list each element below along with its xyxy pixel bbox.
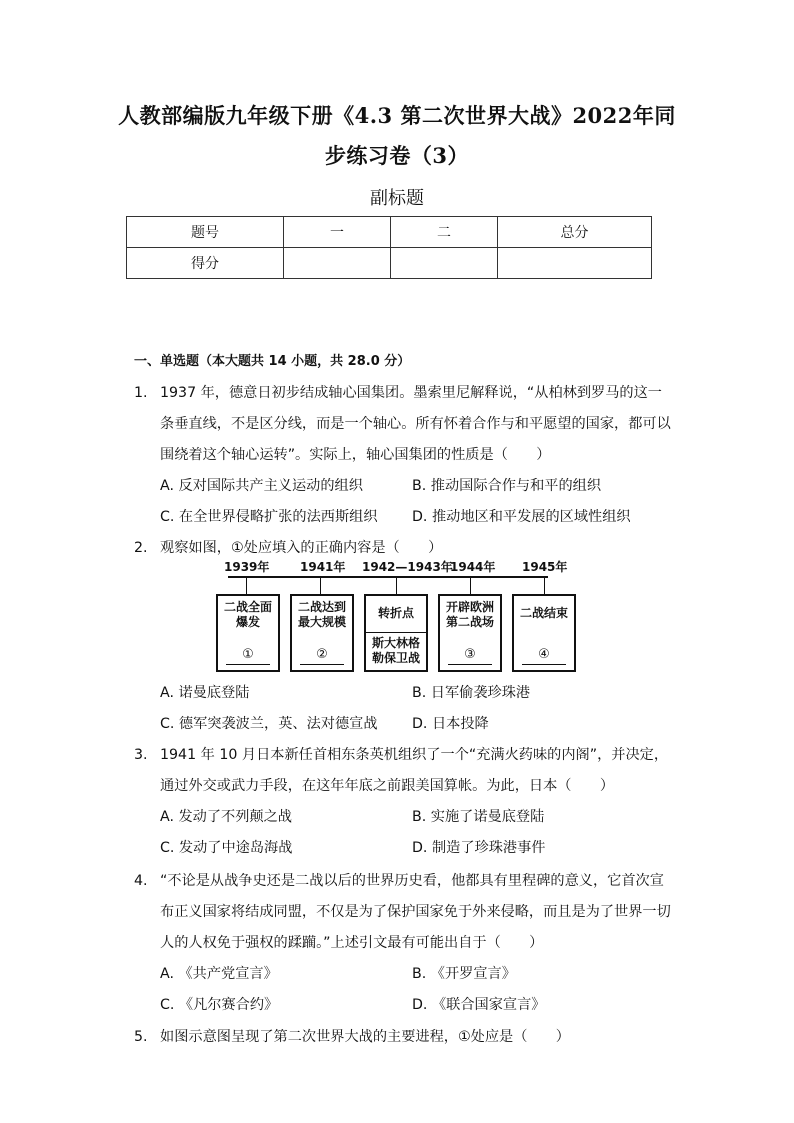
score-cell[interactable]	[391, 248, 498, 279]
blank-mark: ①	[226, 646, 270, 665]
score-header-cell: 一	[284, 217, 391, 248]
question-4-options	[160, 959, 680, 1021]
option-b[interactable]: B. 推动国际合作与和平的组织	[412, 478, 602, 494]
question-text	[160, 378, 674, 471]
score-header-cell: 总分	[498, 217, 652, 248]
timeline-year: 1941年	[300, 560, 346, 574]
timeline-box-5	[512, 594, 576, 672]
score-table	[126, 216, 652, 279]
score-cell[interactable]	[284, 248, 391, 279]
box-sublabel: 斯大林格 勒保卫战	[371, 636, 420, 665]
blank-mark: ②	[300, 646, 344, 665]
timeline-tick	[246, 576, 247, 594]
question-1	[134, 378, 674, 471]
timeline-tick	[320, 576, 321, 594]
question-line: “不论是从战争史还是二战以后的世界历史看，他都具有里程碑的意义，它首次宣	[160, 873, 664, 889]
timeline-tick	[544, 576, 545, 594]
option-a[interactable]: A. 诺曼底登陆	[160, 685, 250, 701]
option-b[interactable]: B. 日军偷袭珍珠港	[412, 685, 531, 701]
option-c[interactable]: C. 发动了中途岛海战	[160, 840, 293, 856]
box-label: 二战达到 最大规模	[297, 600, 346, 629]
question-text	[160, 866, 674, 959]
timeline-year: 1942—1943年	[362, 560, 453, 574]
option-b[interactable]: B. 《开罗宣言》	[412, 966, 516, 982]
box-label: 转折点	[377, 606, 414, 620]
timeline-tick	[470, 576, 471, 594]
question-number: 1.	[134, 385, 148, 401]
option-d[interactable]: D. 制造了珍珠港事件	[412, 840, 546, 856]
timeline-box-1	[216, 594, 280, 672]
timeline-box-3	[364, 594, 428, 672]
question-3	[134, 740, 674, 802]
question-text	[160, 1022, 674, 1053]
timeline-box-2	[290, 594, 354, 672]
question-line: 通过外交或武力手段，在这年年底之前跟美国算帐。为此，日本（ ）	[160, 778, 615, 794]
question-5	[134, 1022, 674, 1053]
option-a[interactable]: A. 《共产党宣言》	[160, 966, 278, 982]
blank-mark: ③	[448, 646, 492, 665]
question-1-options	[160, 471, 680, 533]
option-d[interactable]: D. 日本投降	[412, 716, 489, 732]
timeline-year: 1939年	[224, 560, 270, 574]
question-line: 条垂直线，不是区分线，而是一个轴心。所有怀着合作与和平愿望的国家，都可以	[160, 416, 671, 432]
score-header-cell: 二	[391, 217, 498, 248]
score-table-row	[127, 248, 652, 279]
timeline-box-4	[438, 594, 502, 672]
question-line: 人的人权免于强权的蹂躏。”上述引文最有可能出自于（ ）	[160, 935, 544, 951]
question-line: 1941 年 10 月日本新任首相东条英机组织了一个“充满火药味的内阁”，并决定，	[160, 747, 669, 763]
option-d[interactable]: D. 《联合国家宣言》	[412, 997, 546, 1013]
score-cell[interactable]	[498, 248, 652, 279]
question-number: 3.	[134, 747, 148, 763]
option-c[interactable]: C. 德军突袭波兰，英、法对德宣战	[160, 716, 378, 732]
box-label: 二战结束	[519, 606, 568, 620]
question-2-options	[160, 678, 680, 740]
box-label: 开辟欧洲 第二战场	[445, 600, 494, 629]
question-4	[134, 866, 674, 959]
option-c[interactable]: C. 《凡尔赛合约》	[160, 997, 279, 1013]
page-title-line1: 人教部编版九年级下册《4.3 第二次世界大战》2022年同	[118, 103, 676, 128]
question-number: 5.	[134, 1029, 148, 1045]
question-number: 2.	[134, 540, 148, 556]
question-line: 观察如图，①处应填入的正确内容是（ ）	[160, 540, 443, 556]
timeline-axis	[228, 576, 548, 578]
option-d[interactable]: D. 推动地区和平发展的区域性组织	[412, 509, 631, 525]
page-subtitle: 副标题	[370, 188, 424, 209]
question-line: 围绕着这个轴心运转”。实际上，轴心国集团的性质是（ ）	[160, 447, 551, 463]
question-line: 布正义国家将结成同盟，不仅是为了保护国家免于外来侵略，而且是为了世界一切	[160, 904, 671, 920]
question-line: 如图示意图呈现了第二次世界大战的主要进程，①处应是（ ）	[160, 1029, 570, 1045]
option-b[interactable]: B. 实施了诺曼底登陆	[412, 809, 545, 825]
timeline-year: 1945年	[522, 560, 568, 574]
option-a[interactable]: A. 反对国际共产主义运动的组织	[160, 478, 363, 494]
question-number: 4.	[134, 873, 148, 889]
box-label: 二战全面 爆发	[223, 600, 272, 629]
question-text	[160, 740, 674, 802]
question-line: 1937 年，德意日初步结成轴心国集团。墨索里尼解释说，“从柏林到罗马的这一	[160, 385, 662, 401]
timeline-year: 1944年	[450, 560, 496, 574]
timeline-tick	[396, 576, 397, 594]
question-3-options	[160, 802, 680, 864]
page-title-line2: 步练习卷（3）	[324, 143, 470, 168]
blank-mark: ④	[522, 646, 566, 665]
section-heading: 一、单选题（本大题共 14 小题，共 28.0 分）	[134, 354, 411, 369]
score-row-label: 得分	[127, 248, 284, 279]
score-table-header-row	[127, 217, 652, 248]
option-a[interactable]: A. 发动了不列颠之战	[160, 809, 292, 825]
score-header-cell: 题号	[127, 217, 284, 248]
box-divider	[366, 632, 426, 633]
option-c[interactable]: C. 在全世界侵略扩张的法西斯组织	[160, 509, 378, 525]
timeline-figure	[214, 558, 584, 678]
